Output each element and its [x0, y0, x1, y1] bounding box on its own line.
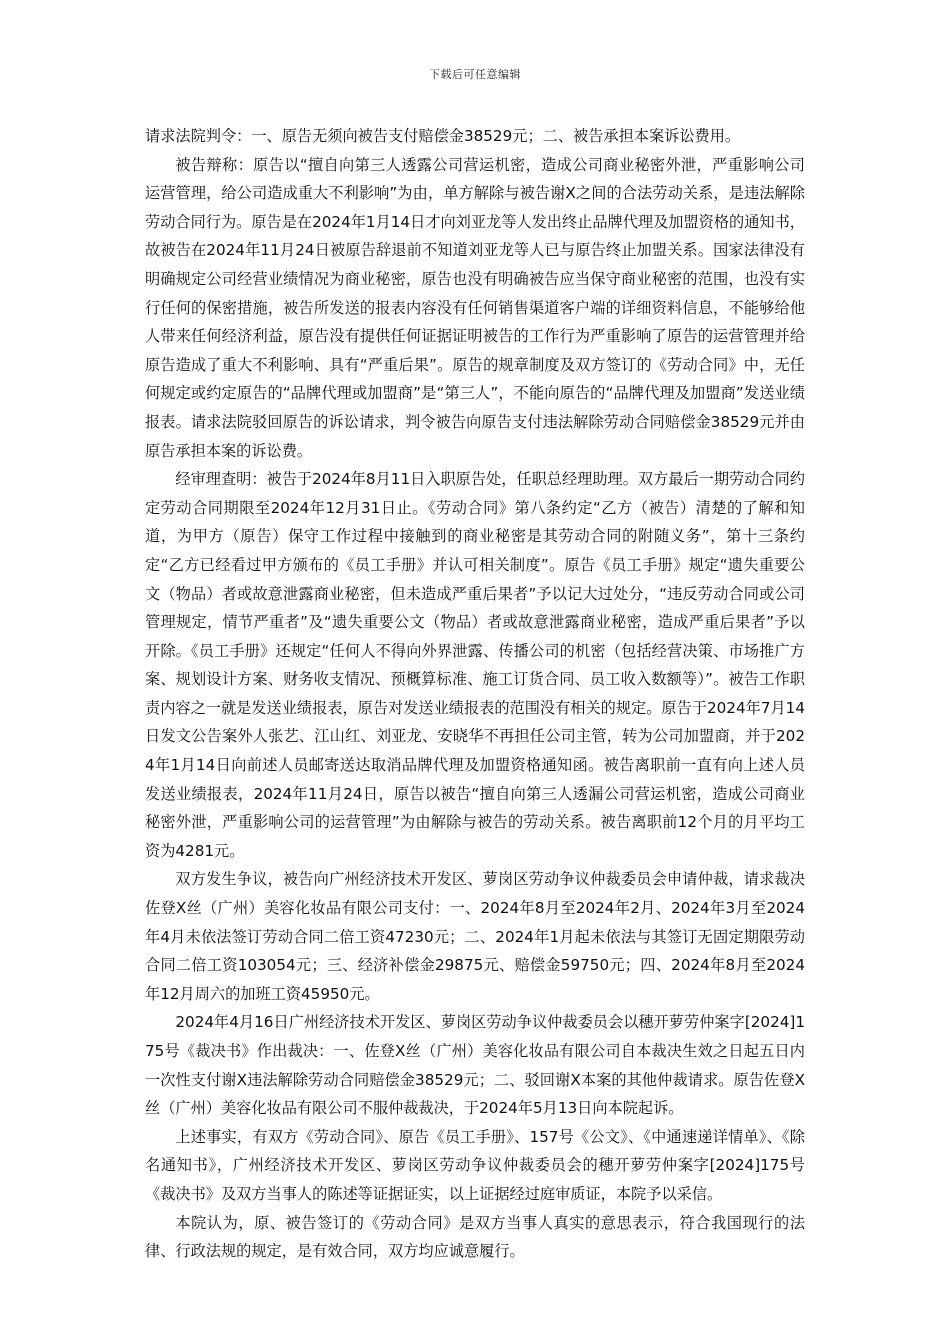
paragraph-findings: 经审理查明：被告于2024年8月11日入职原告处，任职总经理助理。双方最后一期劳动合同约定劳动合同期限至2024年12月31日止。《劳动合同》第八条约定“乙方（被告）清楚的了解和知道，为甲方（原告）保守工作过程中接触到的商业秘密是其劳动合同的附随义务”，第十三条约定“乙方已经看过甲方颁布的《员工手册》并认可相关制度”。原告《员工手册》规定“遗失重要公文（物品）者或故意泄露商业秘密，但未造成严重后果者”予以记大过处分，“违反劳动合同或公司管理规定，情节严重者”及“遗失重要公文（物品）者或故意泄露商业秘密，造成严重后果者”予以开除。《员工手册》还规定“任何人不得向外界泄露、传播公司的机密（包括经营决策、市场推广方案、规划设计方案、财务收支情况、预概算标准、施工订货合同、员工收入数额等）”。被告工作职责内容之一就是发送业绩报表，原告对发送业绩报表的范围没有相关的规定。原告于2024年7月14日发文公告案外人张艺、江山红、刘亚龙、安晓华不再担任公司主管，转为公司加盟商，并于2024年1月14日向前述人员邮寄送达取消品牌代理及加盟资格通知函。被告离职前一直有向上述人员发送业绩报表，2024年11月24日，原告以被告“擅自向第三人透漏公司营运机密，造成公司商业秘密外泄，严重影响公司的运营管理”为由解除与被告的劳动关系。被告离职前12个月的月平均工资为4281元。 [145, 470, 805, 860]
document-body [145, 122, 805, 1266]
page-header: 下载后可任意编辑 [429, 68, 521, 81]
paragraph-arbitration-request: 双方发生争议，被告向广州经济技术开发区、萝岗区劳动争议仲裁委员会申请仲裁，请求裁决佐登X丝（广州）美容化妆品有限公司支付：一、2024年8月至2024年2月、2024年3月至2024年4月未依法签订劳动合同二倍工资47230元；二、2024年1月起未依法与其签订无固定期限劳动合同二倍工资103054元；三、经济补偿金29875元、赔偿金59750元；四、2024年8月至2024年12月周六的加班工资45950元。 [145, 870, 805, 1003]
paragraph-arbitration-award: 2024年4月16日广州经济技术开发区、萝岗区劳动争议仲裁委员会以穗开萝劳仲案字[2024]175号《裁决书》作出裁决：一、佐登X丝（广州）美容化妆品有限公司自本裁决生效之日起五日内一次性支付谢X违法解除劳动合同赔偿金38529元；二、驳回谢X本案的其他仲裁请求。原告佐登X丝（广州）美容化妆品有限公司不服仲裁裁决，于2024年5月13日向本院起诉。 [145, 1013, 805, 1118]
paragraph-court-opinion: 本院认为，原、被告签订的《劳动合同》是双方当事人真实的意思表示，符合我国现行的法律、行政法规的规定，是有效合同，双方均应诚意履行。 [145, 1213, 805, 1261]
paragraph-claims: 请求法院判令：一、原告无须向被告支付赔偿金38529元；二、被告承担本案诉讼费用。 [145, 127, 741, 145]
paragraph-defense: 被告辩称：原告以“擅自向第三人透露公司营运机密，造成公司商业秘密外泄，严重影响公司运营管理，给公司造成重大不利影响”为由，单方解除与被告谢X之间的合法劳动关系，是违法解除劳动合同行为。原告是在2024年1月14日才向刘亚龙等人发出终止品牌代理及加盟资格的通知书，故被告在2024年11月24日被原告辞退前不知道刘亚龙等人已与原告终止加盟关系。国家法律没有明确规定公司经营业绩情况为商业秘密，原告也没有明确被告应当保守商业秘密的范围，也没有实行任何的保密措施，被告所发送的报表内容没有任何销售渠道客户端的详细资料信息，不能够给他人带来任何经济利益，原告没有提供任何证据证明被告的工作行为严重影响了原告的运营管理并给原告造成了重大不利影响、具有“严重后果”。原告的规章制度及双方签订的《劳动合同》中，无任何规定或约定原告的“品牌代理或加盟商”是“第三人”，不能向原告的“品牌代理及加盟商”发送业绩报表。请求法院驳回原告的诉讼请求，判令被告向原告支付违法解除劳动合同赔偿金38529元并由原告承担本案的诉讼费。 [145, 155, 805, 460]
paragraph-evidence: 上述事实，有双方《劳动合同》、原告《员工手册》、157号《公文》、《中通速递详情单》、《除名通知书》，广州经济技术开发区、萝岗区劳动争议仲裁委员会的穗开萝劳仲案字[2024]175号《裁决书》及双方当事人的陈述等证据证实，以上证据经过庭审质证，本院予以采信。 [145, 1127, 805, 1203]
